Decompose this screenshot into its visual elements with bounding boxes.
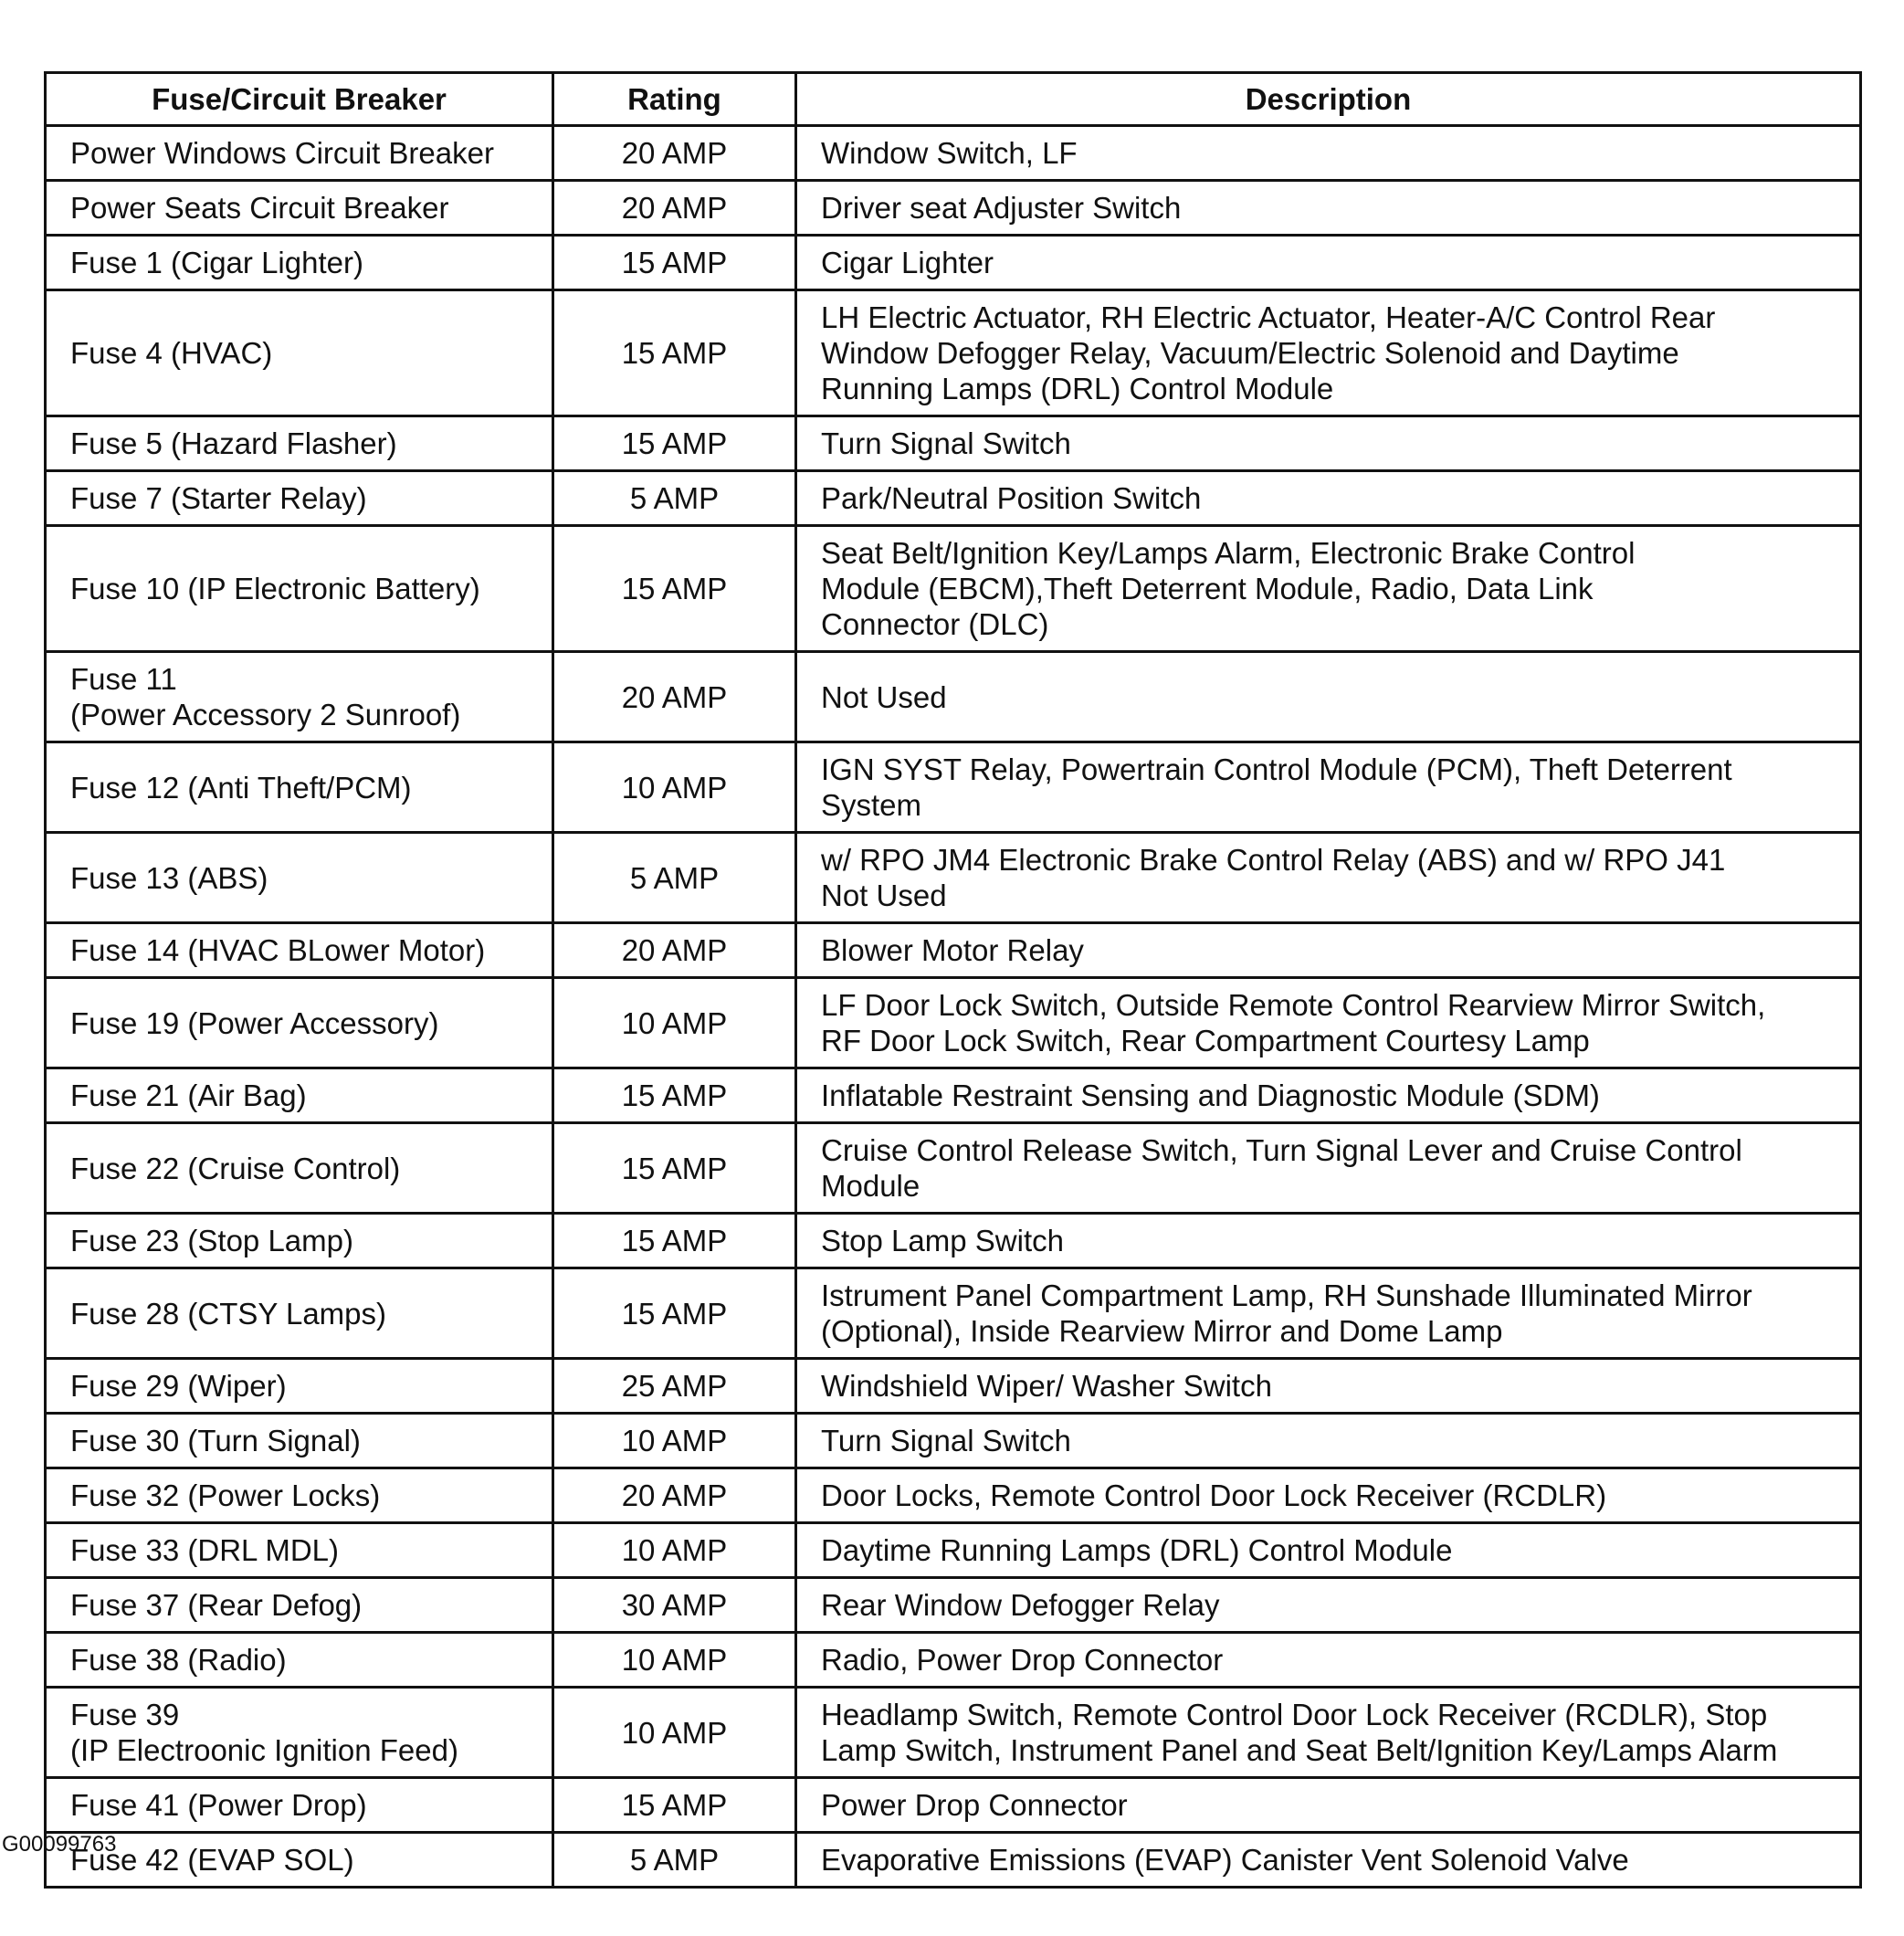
fuse-cell [46, 1578, 553, 1633]
fuse-cell [46, 1268, 553, 1359]
fuse-name-line: Fuse 28 (CTSY Lamps) [70, 1296, 387, 1331]
rating-cell: 15 AMP [553, 1268, 796, 1359]
fuse-cell [46, 290, 553, 416]
table-row [46, 1359, 1861, 1414]
description-line: Door Locks, Remote Control Door Lock Receiver (RCDLR) [821, 1478, 1607, 1512]
fuse-name-line: Fuse 42 (EVAP SOL) [70, 1843, 354, 1877]
description-line: (Optional), Inside Rearview Mirror and Dome Lamp [821, 1314, 1503, 1348]
fuse-name-line: Fuse 4 (HVAC) [70, 336, 273, 370]
description-cell [796, 742, 1861, 833]
fuse-name-line: Fuse 1 (Cigar Lighter) [70, 246, 363, 279]
rating-cell: 5 AMP [553, 833, 796, 923]
column-header-fuse: Fuse/Circuit Breaker [46, 73, 553, 126]
fuse-name-line: Fuse 14 (HVAC BLower Motor) [70, 933, 486, 967]
description-cell [796, 1833, 1861, 1888]
fuse-name-line: Fuse 19 (Power Accessory) [70, 1005, 439, 1040]
fuse-cell [46, 742, 553, 833]
table-row [46, 1688, 1861, 1778]
description-line: Inflatable Restraint Sensing and Diagnostic Module (SDM) [821, 1078, 1600, 1112]
table-row [46, 471, 1861, 526]
rating-cell: 10 AMP [553, 1633, 796, 1688]
table-header-row [46, 73, 1861, 126]
table-row [46, 526, 1861, 652]
table-row [46, 978, 1861, 1068]
description-cell [796, 181, 1861, 236]
description-cell [796, 1214, 1861, 1268]
description-line: Not Used [821, 679, 947, 714]
description-cell [796, 1578, 1861, 1633]
description-cell [796, 1123, 1861, 1214]
table-row [46, 923, 1861, 978]
rating-cell: 25 AMP [553, 1359, 796, 1414]
rating-cell: 15 AMP [553, 1214, 796, 1268]
table-row [46, 1633, 1861, 1688]
fuse-name-line: Fuse 33 (DRL MDL) [70, 1533, 340, 1567]
description-cell [796, 1068, 1861, 1123]
description-cell [796, 1778, 1861, 1833]
table-row [46, 1833, 1861, 1888]
description-line: Module (EBCM),Theft Deterrent Module, Radio, Data Link [821, 572, 1594, 605]
description-line: Window Defogger Relay, Vacuum/Electric Solenoid and Daytime [821, 336, 1679, 370]
fuse-name-line: Fuse 10 (IP Electronic Battery) [70, 572, 480, 605]
rating-cell: 15 AMP [553, 290, 796, 416]
rating-cell: 15 AMP [553, 1123, 796, 1214]
description-line: Stop Lamp Switch [821, 1224, 1064, 1257]
description-cell [796, 290, 1861, 416]
rating-cell: 10 AMP [553, 1688, 796, 1778]
table-row [46, 652, 1861, 742]
rating-cell: 15 AMP [553, 236, 796, 290]
fuse-cell [46, 181, 553, 236]
fuse-name-line: Fuse 39 [70, 1698, 180, 1731]
fuse-cell [46, 1688, 553, 1778]
fuse-name-line: (Power Accessory 2 Sunroof) [70, 698, 461, 731]
description-line: Driver seat Adjuster Switch [821, 191, 1182, 225]
figure-id: G00099763 [2, 1832, 117, 1857]
fuse-name-line: Fuse 5 (Hazard Flasher) [70, 426, 397, 460]
description-cell [796, 1359, 1861, 1414]
description-line: Cruise Control Release Switch, Turn Signal Lever and Cruise Control [821, 1133, 1742, 1167]
table-row [46, 1468, 1861, 1523]
description-line: System [821, 788, 922, 822]
table-row [46, 416, 1861, 471]
description-cell [796, 1688, 1861, 1778]
fuse-cell [46, 471, 553, 526]
rating-cell: 20 AMP [553, 652, 796, 742]
rating-cell: 20 AMP [553, 923, 796, 978]
description-line: Windshield Wiper/ Washer Switch [821, 1369, 1272, 1403]
description-cell [796, 1414, 1861, 1468]
table-row [46, 1523, 1861, 1578]
fuse-name-line: Fuse 12 (Anti Theft/PCM) [70, 770, 412, 805]
fuse-name-line: Fuse 41 (Power Drop) [70, 1788, 367, 1822]
rating-cell: 10 AMP [553, 1414, 796, 1468]
rating-cell: 30 AMP [553, 1578, 796, 1633]
fuse-cell [46, 923, 553, 978]
fuse-name-line: Fuse 37 (Rear Defog) [70, 1588, 363, 1622]
fuse-cell [46, 1523, 553, 1578]
description-line: Seat Belt/Ignition Key/Lamps Alarm, Electronic Brake Control [821, 536, 1636, 570]
description-line: Istrument Panel Compartment Lamp, RH Sunshade Illuminated Mirror [821, 1278, 1752, 1312]
table-row [46, 833, 1861, 923]
description-line: Cigar Lighter [821, 246, 994, 279]
fuse-name-line: Fuse 23 (Stop Lamp) [70, 1224, 353, 1257]
description-line: Rear Window Defogger Relay [821, 1588, 1220, 1622]
description-line: Evaporative Emissions (EVAP) Canister Vent Solenoid Valve [821, 1843, 1629, 1877]
rating-cell: 20 AMP [553, 1468, 796, 1523]
description-cell [796, 923, 1861, 978]
description-line: Turn Signal Switch [821, 426, 1071, 460]
description-line: Module [821, 1169, 920, 1203]
rating-cell: 15 AMP [553, 1068, 796, 1123]
fuse-cell [46, 526, 553, 652]
rating-cell: 15 AMP [553, 1778, 796, 1833]
fuse-cell [46, 1833, 553, 1888]
rating-cell: 15 AMP [553, 416, 796, 471]
description-line: Daytime Running Lamps (DRL) Control Module [821, 1533, 1453, 1567]
column-header-rating: Rating [553, 73, 796, 126]
description-cell [796, 416, 1861, 471]
description-line: Blower Motor Relay [821, 933, 1084, 967]
fuse-name-line: Fuse 13 (ABS) [70, 860, 268, 895]
description-line: Park/Neutral Position Switch [821, 481, 1202, 515]
fuse-name-line: Fuse 32 (Power Locks) [70, 1478, 381, 1512]
fuse-cell [46, 1468, 553, 1523]
fuse-cell [46, 236, 553, 290]
description-cell [796, 652, 1861, 742]
fuse-name-line: Fuse 21 (Air Bag) [70, 1078, 307, 1112]
fuse-cell [46, 1778, 553, 1833]
fuse-name-line: Fuse 22 (Cruise Control) [70, 1151, 401, 1185]
description-line: RF Door Lock Switch, Rear Compartment Courtesy Lamp [821, 1024, 1590, 1057]
description-line: Power Drop Connector [821, 1788, 1128, 1822]
description-line: Window Switch, LF [821, 136, 1078, 170]
fuse-name-line: Power Windows Circuit Breaker [70, 136, 494, 170]
description-line: LF Door Lock Switch, Outside Remote Control Rearview Mirror Switch, [821, 988, 1766, 1022]
rating-cell: 20 AMP [553, 181, 796, 236]
description-cell [796, 1523, 1861, 1578]
description-cell [796, 126, 1861, 181]
description-cell [796, 1633, 1861, 1688]
fuse-name-line: Fuse 11 [70, 662, 177, 696]
rating-cell: 20 AMP [553, 126, 796, 181]
table-row [46, 1414, 1861, 1468]
table-row [46, 1214, 1861, 1268]
table-body [46, 126, 1861, 1888]
description-line: Not Used [821, 879, 947, 912]
table-row [46, 1268, 1861, 1359]
description-line: IGN SYST Relay, Powertrain Control Module (PCM), Theft Deterrent [821, 752, 1732, 786]
fuse-cell [46, 1359, 553, 1414]
description-line: w/ RPO JM4 Electronic Brake Control Relay (ABS) and w/ RPO J41 [821, 843, 1726, 877]
fuse-cell [46, 1414, 553, 1468]
fuse-cell [46, 978, 553, 1068]
description-line: Running Lamps (DRL) Control Module [821, 372, 1334, 405]
rating-cell: 10 AMP [553, 978, 796, 1068]
fuse-name-line: Fuse 38 (Radio) [70, 1643, 287, 1677]
description-cell [796, 471, 1861, 526]
fuse-cell [46, 652, 553, 742]
fuse-cell [46, 1068, 553, 1123]
description-cell [796, 1268, 1861, 1359]
description-cell [796, 1468, 1861, 1523]
table-row [46, 290, 1861, 416]
fuse-cell [46, 1123, 553, 1214]
table-row [46, 1778, 1861, 1833]
description-line: Turn Signal Switch [821, 1424, 1071, 1457]
rating-cell: 10 AMP [553, 1523, 796, 1578]
table-row [46, 1068, 1861, 1123]
fuse-cell [46, 416, 553, 471]
table-row [46, 742, 1861, 833]
description-line: LH Electric Actuator, RH Electric Actuator, Heater-A/C Control Rear [821, 300, 1716, 334]
table-row [46, 236, 1861, 290]
fuse-name-line: (IP Electroonic Ignition Feed) [70, 1733, 458, 1767]
rating-cell: 10 AMP [553, 742, 796, 833]
fuse-cell [46, 1633, 553, 1688]
description-line: Headlamp Switch, Remote Control Door Lock Receiver (RCDLR), Stop [821, 1698, 1768, 1731]
rating-cell: 15 AMP [553, 526, 796, 652]
description-cell [796, 833, 1861, 923]
description-line: Connector (DLC) [821, 607, 1049, 641]
table-row [46, 1123, 1861, 1214]
description-cell [796, 526, 1861, 652]
table-row [46, 126, 1861, 181]
fuse-name-line: Fuse 7 (Starter Relay) [70, 481, 367, 515]
fuse-name-line: Power Seats Circuit Breaker [70, 191, 449, 225]
fuse-cell [46, 833, 553, 923]
fuse-name-line: Fuse 29 (Wiper) [70, 1369, 287, 1403]
column-header-description: Description [796, 73, 1861, 126]
fuse-name-line: Fuse 30 (Turn Signal) [70, 1424, 361, 1457]
description-line: Radio, Power Drop Connector [821, 1643, 1224, 1677]
rating-cell: 5 AMP [553, 1833, 796, 1888]
fuse-cell [46, 1214, 553, 1268]
table-row [46, 1578, 1861, 1633]
table-row [46, 181, 1861, 236]
rating-cell: 5 AMP [553, 471, 796, 526]
description-cell [796, 978, 1861, 1068]
fuse-cell [46, 126, 553, 181]
table-header [46, 73, 1861, 126]
fuse-table [44, 71, 1862, 1889]
description-cell [796, 236, 1861, 290]
description-line: Lamp Switch, Instrument Panel and Seat Belt/Ignition Key/Lamps Alarm [821, 1733, 1778, 1767]
